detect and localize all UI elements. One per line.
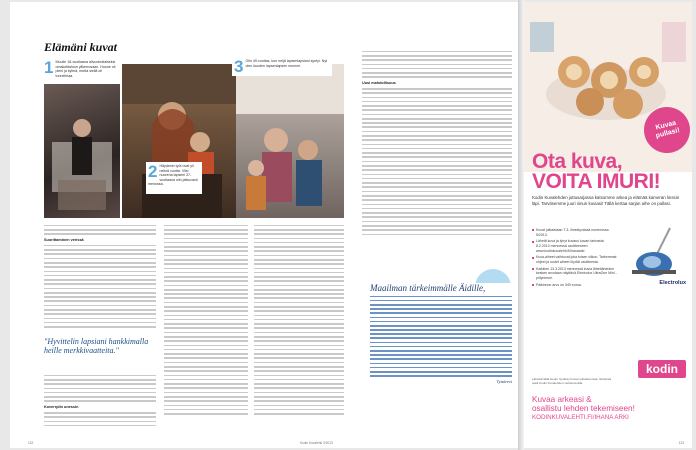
page-number-right: 123 bbox=[678, 441, 684, 445]
caption-text: Muutin 16-vuotiaana alivuokralaiseksi omakotitaloon ylikerrosaan. Huone oli pieni ja kylmä, mutta siellä oli tunnelmaa. bbox=[55, 60, 116, 78]
article-title: Elämäni kuvat bbox=[44, 40, 118, 54]
page-number-left: 122 bbox=[28, 441, 34, 445]
photo-1-image bbox=[44, 84, 120, 218]
caption-2 bbox=[146, 162, 202, 194]
article-column-1-bottom bbox=[44, 372, 156, 438]
letter-signature: Tyttäresi bbox=[496, 379, 512, 385]
article-column-3 bbox=[254, 222, 344, 438]
caption-number: 1 bbox=[44, 58, 54, 77]
footer-magazine: Kodin Kuvalehti 3/2013 bbox=[300, 441, 333, 445]
ad-cta bbox=[532, 395, 688, 422]
ad-badge: Kuvaa pullasi! bbox=[639, 102, 692, 158]
photo-2-image bbox=[122, 64, 236, 218]
electrolux-logo: Electrolux bbox=[659, 280, 686, 286]
ad-page bbox=[524, 2, 692, 448]
article-column-4 bbox=[362, 48, 512, 268]
pull-quote: "Hyvittelin lapsiani hankkimalla heille merkkivaatteita." bbox=[44, 337, 149, 355]
section-heading: Uusi mahdollisuus bbox=[362, 80, 396, 85]
caption-text: Häydenin työt ovat yli nelinä vuotta. Viisi nuorena lapseni 37-vuotiaana olin jatkuvasti menossa. bbox=[148, 164, 198, 187]
article-column-2 bbox=[164, 222, 248, 438]
caption-3 bbox=[232, 58, 332, 76]
ad-rule: Kuva-aiheet vaihtuvat joka toisen viikon. Tarkemmat ohjeet ja uudet aiheet löydät osoitteesta. bbox=[532, 255, 618, 264]
ad-headline-line1: Ota kuva, bbox=[532, 150, 623, 173]
vacuum-image bbox=[630, 226, 684, 278]
caption-number: 2 bbox=[148, 162, 158, 181]
ad-fineprint: Lähettämällä kuvan hyväksyt kuvan julkaisemisen lehdessä sekä Kodin Kuvalehden verkkosivuilla. bbox=[532, 377, 612, 385]
photo-3 bbox=[236, 64, 344, 218]
ad-rule: Palkinnon arvo on 349 euroa. bbox=[532, 283, 618, 288]
letter-box-title: Maailman tärkeimmälle Äidille, bbox=[370, 283, 486, 293]
section-heading: Koverrplin unessin bbox=[44, 404, 79, 409]
kodin-logo: kodin bbox=[638, 360, 686, 378]
caption-1 bbox=[44, 60, 120, 78]
ad-rules-list bbox=[532, 228, 618, 289]
ad-cta-line1: Kuvaa arkeasi & bbox=[532, 395, 592, 404]
ad-headline-line2: VOITA IMURI! bbox=[532, 170, 661, 193]
section-heading: Suorittaminen verissä bbox=[44, 237, 84, 242]
ad-url-link[interactable]: KODINKUVALEHTI.FI/IHANA ARKI bbox=[532, 414, 629, 421]
ad-lead: Kodin Kuvalehden juttusarjassa katsomme arkea ja elämää kameran linssin läpi. Tarvitsemme juuri sinun kuviasi! Tällä kertaa sarjan aihe on pullasi. bbox=[532, 195, 680, 206]
ad-cta-line2: osallistu lehden tekemiseen! bbox=[532, 404, 635, 413]
ad-headline bbox=[532, 152, 660, 192]
caption-text: Olin 49-vuotias, kun neljä lapsenlapsiani syntyi. Nyt olen kuuden lapsenlapsen mummi. bbox=[245, 59, 328, 68]
letter-box bbox=[370, 283, 512, 411]
ad-rule: Lähetä kuva ja lyhyt kuvaus kuvan tarinasta 8.2.2013 mennessä osoitteeseen www.kodinkuvalehti.fi/ihanaarki bbox=[532, 239, 618, 253]
photo-1 bbox=[44, 84, 120, 218]
article-column-1 bbox=[44, 222, 156, 332]
ad-rule: Kuvat julkaistaan 7.3. ilmestyvässä numerossa 5/2013. bbox=[532, 228, 618, 237]
ad-rule: Kaikkien 13.3.2013 mennessä kuvia lähettäneiden kesken arvotaan näyttävä Electrolux UltraOne Mini -pölynimuri. bbox=[532, 267, 618, 281]
photo-2 bbox=[122, 64, 236, 218]
left-page bbox=[10, 2, 350, 448]
photo-3-image bbox=[236, 64, 344, 218]
caption-number: 3 bbox=[234, 57, 244, 76]
